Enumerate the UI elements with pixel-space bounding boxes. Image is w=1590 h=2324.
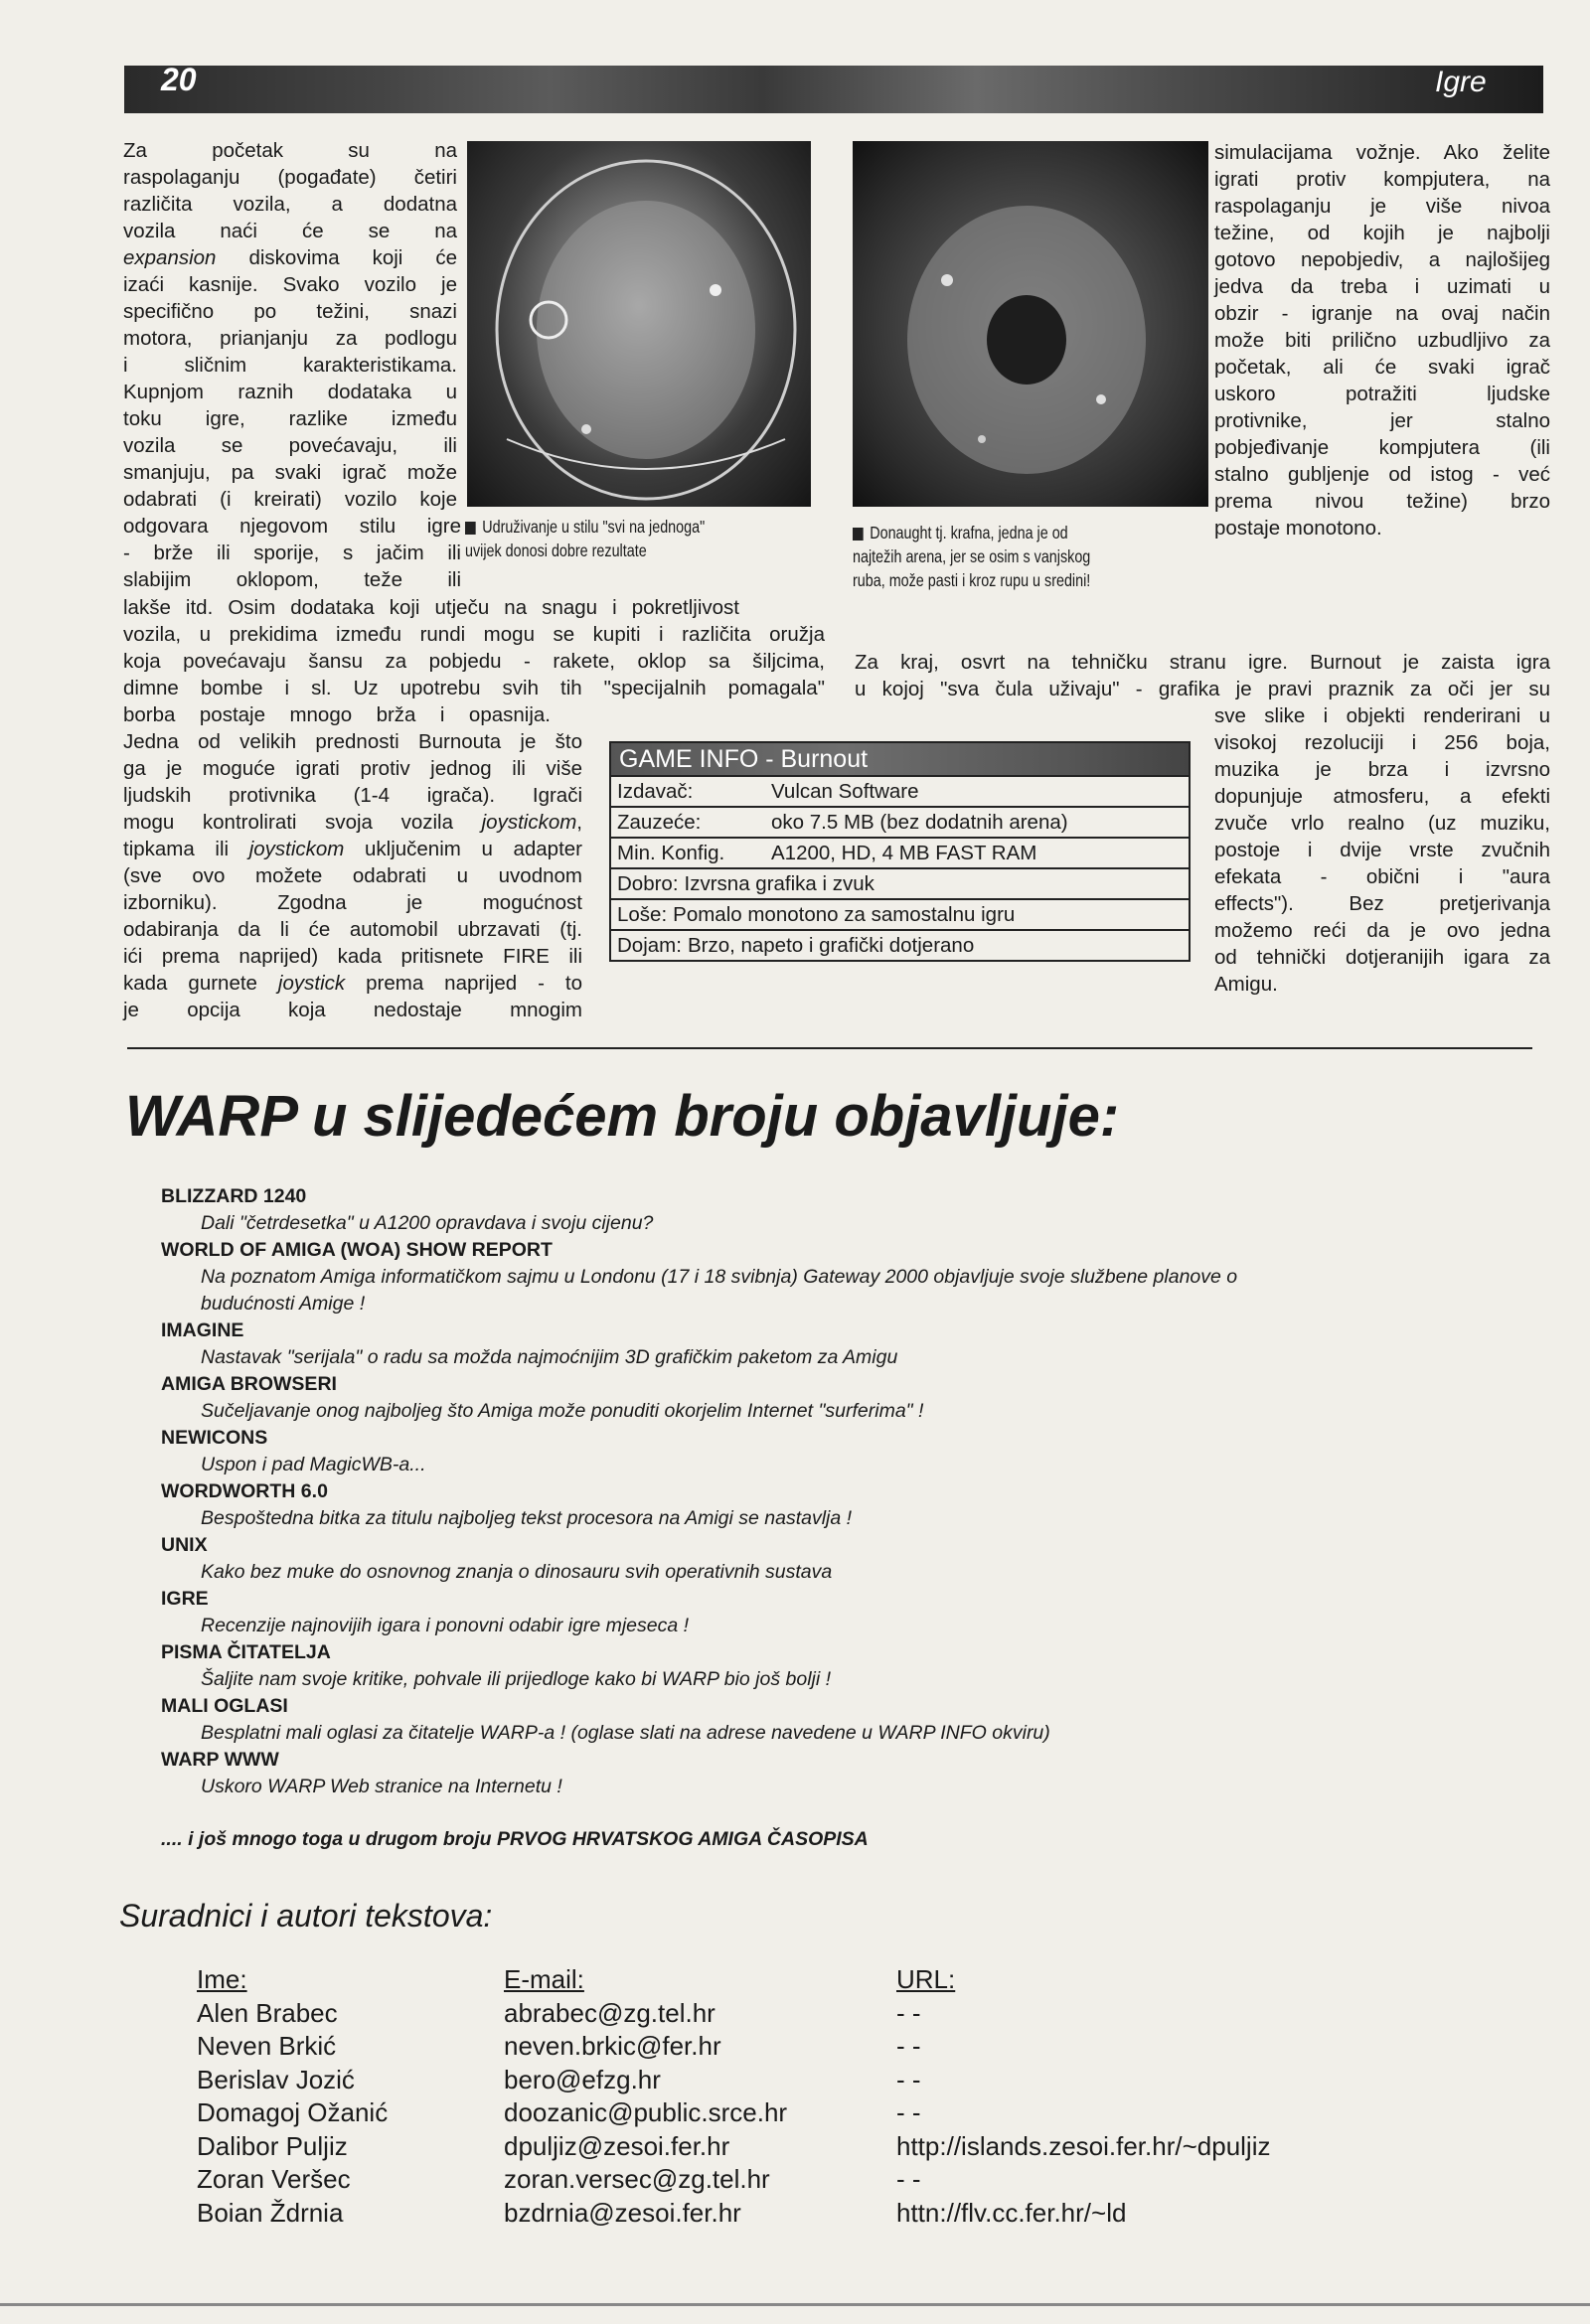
- text-line: motora, prianjanju za podlogu: [123, 327, 457, 350]
- text-line: effects"). Bez pretjerivanja: [1214, 892, 1550, 915]
- authors-names-column: [197, 1963, 388, 2230]
- text-line: specifično po težini, snazi: [123, 300, 457, 323]
- arena-2-graphic: [853, 141, 1208, 507]
- author-email[interactable]: dpuljiz@zesoi.fer.hr: [504, 2130, 730, 2161]
- topic-description: Dali "četrdesetka" u A1200 opravdava i svoju cijenu?: [201, 1212, 654, 1234]
- text-line: visokoj rezoluciji i 256 boja,: [1214, 731, 1550, 754]
- topic-title: UNIX: [161, 1534, 208, 1556]
- topic-title: IMAGINE: [161, 1319, 244, 1341]
- topic-title: WARP WWW: [161, 1749, 279, 1771]
- text-line: mogu kontrolirati svoja vozila joystickom,: [123, 811, 582, 834]
- game-info-title: GAME INFO - Burnout: [611, 743, 1189, 777]
- text-line: Kupnjom raznih dodataka u: [123, 381, 457, 403]
- text-line: ga je moguće igrati protiv jednog ili više: [123, 757, 582, 780]
- game-info-value: Izvrsna grafika i zvuk: [684, 872, 874, 895]
- image1-caption: Udruživanje u stilu "svi na jednoga" uvijek donosi dobre rezultate: [465, 517, 706, 560]
- tech-paragraph: [855, 649, 1550, 702]
- game-info-row: [611, 931, 1189, 960]
- authors-emails-column: [504, 1963, 787, 2230]
- topic-title: NEWICONS: [161, 1427, 268, 1449]
- author-name: Berislav Jozić: [197, 2064, 355, 2094]
- author-email[interactable]: bzdrnia@zesoi.fer.hr: [504, 2197, 741, 2228]
- text-line: raspolaganju je više nivoa: [1214, 195, 1550, 218]
- author-email[interactable]: doozanic@public.srce.hr: [504, 2097, 788, 2127]
- bottom-rule: [0, 2303, 1590, 2306]
- text-line: simulacijama vožnje. Ako želite: [1214, 141, 1550, 164]
- arena-1-graphic: [467, 141, 811, 507]
- author-name: Boian Ždrnia: [197, 2197, 344, 2228]
- topic-description: Bespoštedna bitka za titulu najboljeg tekst procesora na Amigi se nastavlja !: [201, 1507, 853, 1529]
- text-line: dopunjuje atmosferu, a efekti: [1214, 785, 1550, 808]
- topic-description: Uspon i pad MagicWB-a...: [201, 1454, 426, 1475]
- topic-title: IGRE: [161, 1588, 209, 1610]
- topic-title: BLIZZARD 1240: [161, 1185, 307, 1207]
- author-url[interactable]: - -: [896, 2064, 921, 2094]
- game-info-key: Izdavač:: [617, 780, 694, 803]
- authors-urls-column: [896, 1963, 1270, 2230]
- topic-description: Uskoro WARP Web stranice na Internetu !: [201, 1776, 562, 1797]
- screenshot-arena-donaught: [853, 141, 1208, 507]
- topic-title: WORLD OF AMIGA (WOA) SHOW REPORT: [161, 1239, 553, 1261]
- text-line: stalno gubljenje od istog - već: [1214, 463, 1550, 486]
- game-info-key: Loše:: [617, 903, 668, 926]
- text-line: smanjuju, pa svaki igrač može: [123, 461, 457, 484]
- topic-title: AMIGA BROWSERI: [161, 1373, 337, 1395]
- text-line: možemo reći da je ovo jedna: [1214, 919, 1550, 942]
- topic-description: Kako bez muke do osnovnog znanja o dinosauru svih operativnih sustava: [201, 1561, 833, 1583]
- text-line: ići prema naprijed) kada pritisnete FIRE ili: [123, 945, 582, 968]
- game-info-value: Pomalo monotono za samostalnu igru: [673, 903, 1016, 926]
- text-line: lakše itd. Osim dodataka koji utječu na snagu i pokretljivost: [123, 596, 739, 619]
- author-name: Neven Brkić: [197, 2031, 337, 2061]
- next-issue-topics: [161, 1183, 1532, 1800]
- game-info-row: [611, 808, 1189, 839]
- text-line: i sličnim karakteristikama.: [123, 354, 457, 377]
- emails-header: E-mail:: [504, 1964, 584, 1994]
- author-name: Zoran Veršec: [197, 2164, 351, 2194]
- names-header: Ime:: [197, 1964, 247, 1994]
- topic-description: Šaljite nam svoje kritike, pohvale ili prijedloge kako bi WARP bio još bolji !: [201, 1668, 832, 1690]
- topic-description: Besplatni mali oglasi za čitatelje WARP-a ! (oglase slati na adrese navedene u WARP INFO okviru): [201, 1722, 1050, 1744]
- game-info-value: A1200, HD, 4 MB FAST RAM: [771, 842, 1037, 864]
- text-line: raspolaganju (pogađate) četiri: [123, 166, 457, 189]
- next-issue-outro: .... i još mnogo toga u drugom broju PRVOG HRVATSKOG AMIGA ČASOPISA: [161, 1828, 869, 1850]
- text-line: dimne bombe i sl. Uz upotrebu svih tih "specijalnih pomagala": [123, 677, 825, 699]
- text-line: vozila, u prekidima između rundi mogu se kupiti i različita oružja: [123, 623, 825, 646]
- author-url[interactable]: - -: [896, 2097, 921, 2127]
- text-line: izaći kasnije. Svako vozilo je: [123, 273, 457, 296]
- text-line: odabiranja da li će automobil ubrzavati (tj.: [123, 918, 582, 941]
- text-line: borba postaje mnogo brža i opasnija.: [123, 703, 551, 726]
- page-number: 20: [161, 62, 197, 97]
- game-info-key: Dojam:: [617, 934, 682, 957]
- text-line: (sve ovo možete odabrati u uvodnom: [123, 864, 582, 887]
- warp-next-issue-title: WARP u slijedećem broju objavljuje:: [125, 1084, 1120, 1149]
- text-line: izborniku). Zgodna je mogućnost: [123, 891, 582, 914]
- right-column-continued: [1214, 702, 1550, 998]
- text-line: uskoro potražiti ljudske: [1214, 383, 1550, 405]
- text-line: sve slike i objekti renderirani u: [1214, 704, 1550, 727]
- text-line: kada gurnete joystick prema naprijed - to: [123, 972, 582, 995]
- text-line: vozila naći će se na: [123, 220, 457, 242]
- game-info-value: Vulcan Software: [771, 780, 919, 803]
- authors-title: Suradnici i autori tekstova:: [119, 1898, 493, 1934]
- game-info-row: [611, 839, 1189, 869]
- text-line: slabijim oklopom, teže ili: [123, 568, 461, 591]
- text-line: Za kraj, osvrt na tehničku stranu igre. Burnout je zaista igra: [855, 651, 1550, 674]
- author-name: Alen Brabec: [197, 1997, 338, 2028]
- author-email[interactable]: neven.brkic@fer.hr: [504, 2031, 721, 2061]
- header-bar: [124, 66, 1543, 113]
- text-line: Jedna od velikih prednosti Burnouta je što: [123, 730, 582, 753]
- topic-description: Nastavak "serijala" o radu sa možda najmoćnijim 3D grafičkim paketom za Amigu: [201, 1346, 898, 1368]
- topic-title: MALI OGLASI: [161, 1695, 288, 1717]
- text-line: pobjeđivanje kompjutera (ili: [1214, 436, 1550, 459]
- author-name: Domagoj Ožanić: [197, 2097, 389, 2127]
- text-line: postaje monotono.: [1214, 517, 1382, 540]
- section-title: Igre: [1435, 66, 1487, 98]
- text-line: - brže ili sporije, s jačim ili: [123, 542, 461, 564]
- screenshot-arena-1: [467, 141, 811, 507]
- topic-description: Na poznatom Amiga informatičkom sajmu u Londonu (17 i 18 svibnja) Gateway 2000 objavljuje svoje službene planove o: [201, 1266, 1238, 1288]
- game-info-value: Brzo, napeto i grafički dotjerano: [687, 934, 975, 957]
- section-divider: [127, 1047, 1532, 1049]
- author-url[interactable]: - -: [896, 2164, 921, 2194]
- game-info-key: Dobro:: [617, 872, 679, 895]
- urls-header: URL:: [896, 1964, 956, 1994]
- author-url[interactable]: - -: [896, 1997, 921, 2028]
- text-line: postoje i dvije vrste zvučnih: [1214, 839, 1550, 861]
- game-info-value: oko 7.5 MB (bez dodatnih arena): [771, 811, 1068, 834]
- text-line: Za početak su na: [123, 139, 457, 162]
- game-info-box: [609, 741, 1191, 962]
- text-line: toku igre, razlike između: [123, 407, 457, 430]
- text-line: ljudskih protivnika (1-4 igrača). Igrači: [123, 784, 582, 807]
- text-line: težine, od kojih je najbolji: [1214, 222, 1550, 244]
- author-email[interactable]: zoran.versec@zg.tel.hr: [504, 2164, 770, 2194]
- left-column-continued: [123, 728, 582, 1023]
- topic-description: budućnosti Amige !: [201, 1293, 366, 1315]
- text-line: od tehnički dotjeranijih igara za: [1214, 946, 1550, 969]
- author-email[interactable]: abrabec@zg.tel.hr: [504, 1997, 716, 2028]
- game-info-row: [611, 777, 1189, 808]
- text-line: jedva da treba i uzimati u: [1214, 275, 1550, 298]
- text-line: odgovara njegovom stilu igre: [123, 515, 461, 538]
- text-line: efekata - obični i "aura: [1214, 865, 1550, 888]
- topic-title: PISMA ČITATELJA: [161, 1641, 331, 1663]
- text-line: različita vozila, a dodatna: [123, 193, 457, 216]
- text-line: početak, ali će svaki igrač: [1214, 356, 1550, 379]
- text-line: tipkama ili joystickom uključenim u adapter: [123, 838, 582, 860]
- text-line: obzir - igranje na ovaj način: [1214, 302, 1550, 325]
- text-line: Amigu.: [1214, 973, 1278, 996]
- text-line: expansion diskovima koji će: [123, 246, 457, 269]
- text-line: prema nivou težine) brzo: [1214, 490, 1550, 513]
- game-info-key: Min. Konfig.: [617, 842, 725, 864]
- game-info-rows: [611, 777, 1189, 960]
- author-url[interactable]: http://islands.zesoi.fer.hr/~dpuljiz: [896, 2130, 1271, 2161]
- game-info-row: [611, 900, 1189, 931]
- text-line: igrati protiv kompjutera, na: [1214, 168, 1550, 191]
- text-line: vozila se povećavaju, ili: [123, 434, 457, 457]
- text-line: protivnike, jer stalno: [1214, 409, 1550, 432]
- text-line: je opcija koja nedostaje mnogim: [123, 999, 582, 1021]
- text-line: koja povećavaju šansu za pobjedu - rakete, oklop sa šiljcima,: [123, 650, 825, 673]
- topic-description: Recenzije najnovijih igara i ponovni odabir igre mjeseca !: [201, 1615, 690, 1636]
- text-line: može biti prilično uzbudljivo za: [1214, 329, 1550, 352]
- wide-paragraph: [123, 594, 825, 728]
- text-line: odabrati (i kreirati) vozilo koje: [123, 488, 457, 511]
- caption-bullet-icon: [465, 522, 476, 535]
- text-line: zvuče vrlo realno (uz muziku,: [1214, 812, 1550, 835]
- author-name: Dalibor Puljiz: [197, 2130, 348, 2161]
- topic-title: WORDWORTH 6.0: [161, 1480, 328, 1502]
- game-info-row: [611, 869, 1189, 900]
- text-line: muzika je brza i izvrsno: [1214, 758, 1550, 781]
- game-info-key: Zauzeće:: [617, 811, 702, 834]
- author-url[interactable]: httn://flv.cc.fer.hr/~ld: [896, 2197, 1127, 2228]
- topic-description: Sučeljavanje onog najboljeg što Amiga može ponuditi okorjelim Internet "surferima" !: [201, 1400, 924, 1422]
- caption-bullet-icon: [853, 528, 864, 541]
- text-line: gotovo nepobjediv, a najlošijeg: [1214, 248, 1550, 271]
- image2-caption: Donaught tj. krafna, jedna je od najtežih arena, jer se osim s vanjskog ruba, može pasti i kroz rupu u sredini!: [853, 523, 1091, 590]
- text-line: u kojoj "sva čula uživaju" - grafika je pravi praznik za oči jer su: [855, 678, 1550, 700]
- right-column: [1214, 139, 1550, 542]
- author-url[interactable]: - -: [896, 2031, 921, 2061]
- author-email[interactable]: bero@efzg.hr: [504, 2064, 661, 2094]
